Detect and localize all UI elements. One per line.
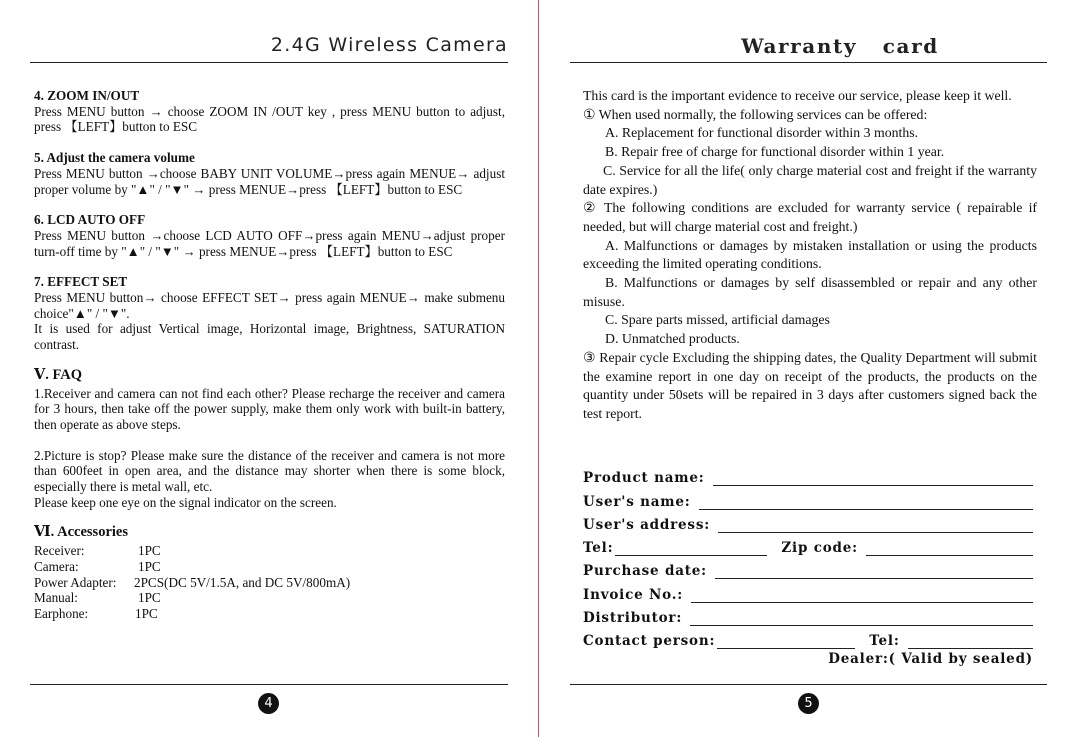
- faq-section: [34, 368, 505, 511]
- purchase-date-label: Purchase date:: [583, 563, 707, 580]
- contact-tel-label: Tel:: [869, 633, 900, 650]
- accessories-heading: Ⅵ. Accessories: [34, 524, 128, 541]
- left-footer-rule: [30, 684, 508, 685]
- accessory-row: [34, 590, 505, 606]
- section-text: It is used for adjust Vertical image, Horizontal image, Brightness, SATURATION contrast.: [34, 321, 505, 353]
- warranty-point-2: ② The following conditions are excluded for warranty service ( repairable if needed, but will charge material cost and freight.): [583, 200, 1037, 234]
- distributor-field[interactable]: [690, 609, 1033, 626]
- accessory-row: [34, 575, 505, 591]
- section-heading: 6. LCD AUTO OFF: [34, 212, 146, 228]
- accessory-qty: 1PC: [138, 543, 161, 559]
- left-page: [0, 0, 538, 737]
- warranty-intro: This card is the important evidence to receive our service, please keep it well.: [583, 88, 1012, 103]
- product-name-row: [583, 463, 1033, 486]
- purchase-date-field[interactable]: [715, 562, 1033, 579]
- invoice-field[interactable]: [691, 586, 1033, 603]
- warranty-point-1-item: A. Replacement for functional disorder within 3 months.: [605, 125, 919, 141]
- distributor-row: [583, 603, 1033, 626]
- accessory-name: Receiver:: [34, 543, 85, 559]
- user-address-label: User's address:: [583, 516, 711, 533]
- warranty-point-1-item: C. Service for all the life( only charge material cost and freight if the warranty date expires.): [583, 162, 1037, 197]
- right-header-rule: [570, 62, 1047, 63]
- product-name-field[interactable]: [713, 469, 1034, 486]
- user-name-label: User's name:: [583, 493, 691, 510]
- user-name-row: [583, 486, 1033, 509]
- tel-field[interactable]: [615, 539, 767, 556]
- accessory-row: [34, 543, 505, 559]
- purchase-date-row: [583, 556, 1033, 579]
- section-heading: 7. EFFECT SET: [34, 274, 128, 290]
- contact-person-field[interactable]: [717, 632, 855, 649]
- user-address-field[interactable]: [718, 516, 1033, 533]
- accessory-qty: 1PC: [135, 605, 158, 621]
- section-text: Press MENU button →choose BABY UNIT VOLUME→press again MENUE→ adjust proper volume by "▲" / "▼" → press MENUE→press 【LEFT】button to ESC: [34, 165, 505, 197]
- zip-code-label: Zip code:: [781, 540, 858, 557]
- dealer-note: Dealer:( Valid by sealed): [828, 651, 1033, 668]
- faq-item: 2.Picture is stop? Please make sure the distance of the receiver and camera is not more than 600feet in open area, and the distance may shorter when there is some block, especially there is metal wall, etc.: [34, 447, 505, 495]
- accessory-qty: 1PC: [138, 590, 161, 606]
- right-page: [540, 0, 1078, 737]
- accessory-qty: 2PCS(DC 5V/1.5A, and DC 5V/800mA): [134, 574, 351, 590]
- product-name-label: Product name:: [583, 470, 705, 487]
- contact-person-row: [583, 626, 1033, 649]
- page-number-badge: 5: [798, 693, 819, 714]
- right-footer-rule: [570, 684, 1047, 685]
- left-content: [34, 88, 505, 637]
- page-number-badge: 4: [258, 693, 279, 714]
- accessory-name: Earphone:: [34, 605, 89, 621]
- contact-person-label: Contact person:: [583, 633, 716, 650]
- distributor-label: Distributor:: [583, 610, 683, 627]
- accessory-name: Manual:: [34, 590, 78, 606]
- user-name-field[interactable]: [699, 493, 1033, 510]
- section-effect-set: [34, 274, 505, 353]
- section-lcd-auto-off: [34, 212, 505, 259]
- accessories-section: [34, 525, 505, 621]
- zip-code-field[interactable]: [866, 539, 1033, 556]
- warranty-point-2-item: A. Malfunctions or damages by mistaken installation or using the products exceeding the limited operating conditions.: [583, 237, 1037, 272]
- warranty-text: [583, 87, 1037, 424]
- warranty-point-2-item: B. Malfunctions or damages by self disassembled or repair and any other misuse.: [583, 275, 1037, 309]
- section-text: Press MENU button → choose ZOOM IN /OUT key , press MENU button to adjust, press 【LEFT】button to ESC: [34, 103, 505, 135]
- tel-zip-row: [583, 533, 1033, 556]
- left-header-title: 2.4G Wireless Camera: [270, 34, 508, 56]
- accessory-name: Power Adapter:: [34, 574, 117, 590]
- section-text: Press MENU button →choose LCD AUTO OFF→press again MENU→adjust proper turn-off time by "▲" / "▼" → press MENUE→press 【LEFT】button to ESC: [34, 227, 505, 259]
- faq-item: 1.Receiver and camera can not find each other? Please recharge the receiver and camera for 3 hours, then take off the power supply, make them only work with built-in battery, then operate as above steps.: [34, 385, 505, 432]
- accessory-row: [34, 606, 505, 622]
- contact-tel-field[interactable]: [908, 632, 1033, 649]
- user-address-row: [583, 510, 1033, 533]
- invoice-label: Invoice No.:: [583, 586, 684, 603]
- section-zoom: [34, 88, 505, 135]
- page-divider: [538, 0, 539, 737]
- warranty-card-title: Warranty card: [741, 34, 939, 58]
- faq-heading: Ⅴ. FAQ: [34, 366, 83, 383]
- accessory-qty: 1PC: [138, 558, 161, 574]
- accessory-name: Camera:: [34, 558, 79, 574]
- faq-note: Please keep one eye on the signal indicator on the screen.: [34, 494, 337, 510]
- section-heading: 5. Adjust the camera volume: [34, 150, 195, 166]
- warranty-point-3: ③ Repair cycle Excluding the shipping dates, the Quality Department will submit the examine report in one day on receipt of the products, the products on the quantity under 50sets will be repaired in 3 days after customers signed back the test report.: [583, 349, 1037, 421]
- section-text: Press MENU button→ choose EFFECT SET→ press again MENUE→ make submenu choice"▲" / "▼".: [34, 290, 505, 321]
- warranty-form: [583, 463, 1033, 667]
- section-volume: [34, 150, 505, 197]
- warranty-point-2-item: D. Unmatched products.: [605, 331, 740, 347]
- tel-label: Tel:: [583, 540, 614, 557]
- warranty-point-1: ① When used normally, the following services can be offered:: [583, 106, 928, 122]
- accessory-row: [34, 559, 505, 575]
- warranty-point-1-item: B. Repair free of charge for functional disorder within 1 year.: [605, 144, 945, 160]
- left-header-rule: [30, 62, 508, 63]
- section-heading: 4. ZOOM IN/OUT: [34, 88, 140, 103]
- warranty-point-2-item: C. Spare parts missed, artificial damages: [605, 312, 830, 328]
- invoice-row: [583, 579, 1033, 602]
